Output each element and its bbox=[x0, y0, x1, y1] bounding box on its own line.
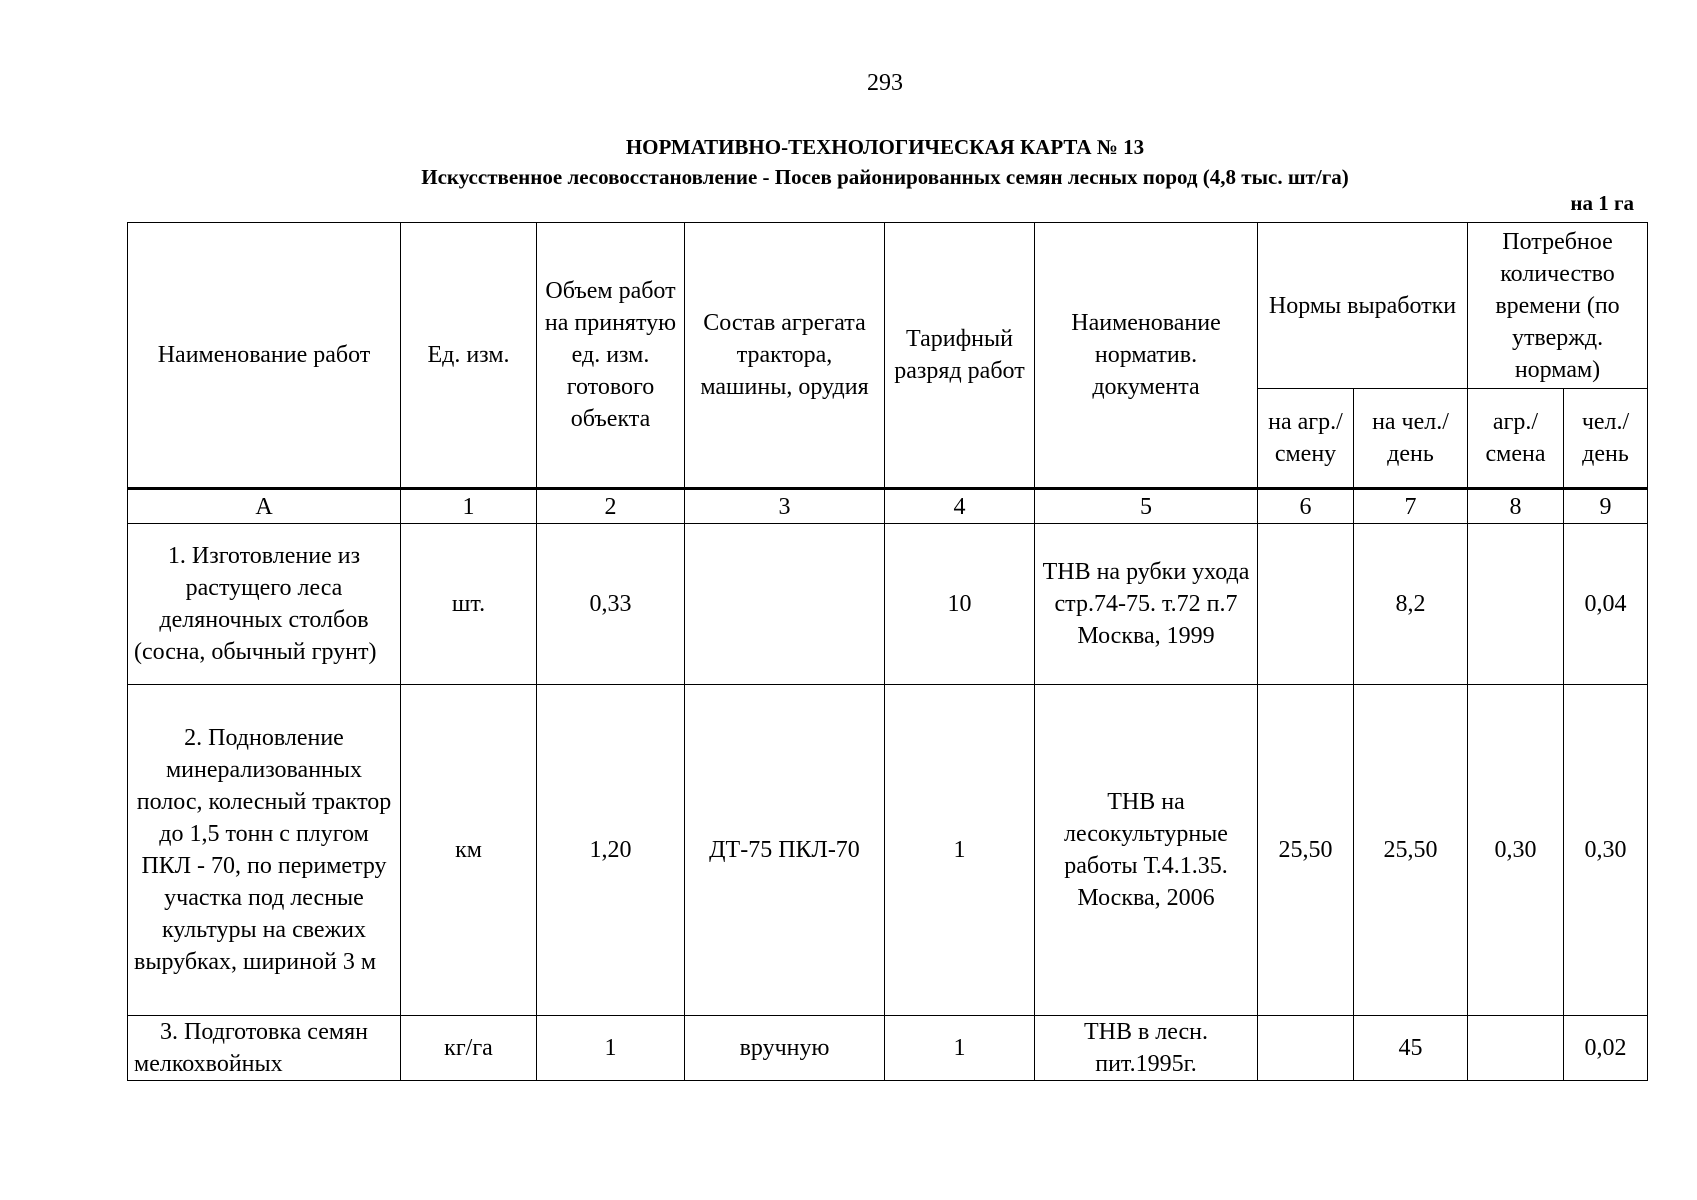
cell-norm-agr bbox=[1258, 524, 1354, 685]
header-time: Потребное количество времени (по утвержд. нормам) bbox=[1468, 223, 1648, 389]
cell-tariff: 10 bbox=[885, 524, 1035, 685]
column-index: 4 bbox=[885, 489, 1035, 524]
cell-composition bbox=[685, 524, 885, 685]
table-row bbox=[128, 685, 1648, 1016]
header-volume: Объем работ на принятую ед. изм. готового объекта bbox=[537, 223, 685, 489]
header-work-name: Наименование работ bbox=[128, 223, 401, 489]
cell-tariff: 1 bbox=[885, 1016, 1035, 1081]
column-index: 1 bbox=[401, 489, 537, 524]
column-index: 2 bbox=[537, 489, 685, 524]
page-number: 293 bbox=[867, 70, 903, 96]
cell-time-person: 0,02 bbox=[1564, 1016, 1648, 1081]
column-index: 5 bbox=[1035, 489, 1258, 524]
table-row bbox=[128, 1016, 1648, 1081]
cell-time-agr bbox=[1468, 524, 1564, 685]
header-unit: Ед. изм. bbox=[401, 223, 537, 489]
cell-tariff: 1 bbox=[885, 685, 1035, 1016]
cell-document: ТНВ в лесн. пит.1995г. bbox=[1035, 1016, 1258, 1081]
header-tariff: Тарифный разряд работ bbox=[885, 223, 1035, 489]
cell-norm-person: 45 bbox=[1354, 1016, 1468, 1081]
column-index: 7 bbox=[1354, 489, 1468, 524]
column-index: А bbox=[128, 489, 401, 524]
cell-volume: 1,20 bbox=[537, 685, 685, 1016]
cell-norm-agr: 25,50 bbox=[1258, 685, 1354, 1016]
cell-time-agr bbox=[1468, 1016, 1564, 1081]
cell-volume: 1 bbox=[537, 1016, 685, 1081]
column-index: 3 bbox=[685, 489, 885, 524]
header-norms-agr: на агр./ смену bbox=[1258, 389, 1354, 489]
cell-document: ТНВ на рубки ухода стр.74-75. т.72 п.7 Москва, 1999 bbox=[1035, 524, 1258, 685]
cell-time-person: 0,30 bbox=[1564, 685, 1648, 1016]
cell-time-agr: 0,30 bbox=[1468, 685, 1564, 1016]
column-index: 6 bbox=[1258, 489, 1354, 524]
cell-unit: шт. bbox=[401, 524, 537, 685]
header-document: Наименование норматив. документа bbox=[1035, 223, 1258, 489]
document-title: НОРМАТИВНО-ТЕХНОЛОГИЧЕСКАЯ КАРТА № 13 bbox=[625, 135, 1145, 159]
cell-unit: км bbox=[401, 685, 537, 1016]
cell-work-name: 1. Изготовление из растущего леса деляночных столбов (сосна, обычный грунт) bbox=[128, 524, 401, 685]
header-composition: Состав агрегата трактора, машины, орудия bbox=[685, 223, 885, 489]
header-norms: Нормы выработки bbox=[1258, 223, 1468, 389]
cell-norm-agr bbox=[1258, 1016, 1354, 1081]
cell-volume: 0,33 bbox=[537, 524, 685, 685]
cell-norm-person: 25,50 bbox=[1354, 685, 1468, 1016]
cell-norm-person: 8,2 bbox=[1354, 524, 1468, 685]
cell-composition: вручную bbox=[685, 1016, 885, 1081]
cell-work-name: 2. Подновление минерализованных полос, колесный трактор до 1,5 тонн с плугом ПКЛ - 70, по периметру участка под лесные культуры на свежих вырубках, шириной 3 м bbox=[128, 685, 401, 1016]
column-index: 9 bbox=[1564, 489, 1648, 524]
cell-work-name: 3. Подготовка семян мелкохвойных bbox=[128, 1016, 401, 1081]
header-time-agr: агр./ смена bbox=[1468, 389, 1564, 489]
unit-note: на 1 га bbox=[1570, 191, 1634, 215]
cell-time-person: 0,04 bbox=[1564, 524, 1648, 685]
column-index-row bbox=[128, 489, 1648, 524]
column-index: 8 bbox=[1468, 489, 1564, 524]
cell-document: ТНВ на лесокультурные работы Т.4.1.35. Москва, 2006 bbox=[1035, 685, 1258, 1016]
norms-table bbox=[127, 222, 1648, 1081]
header-norms-person: на чел./ день bbox=[1354, 389, 1468, 489]
table-header-row bbox=[128, 223, 1648, 389]
cell-unit: кг/га bbox=[401, 1016, 537, 1081]
cell-composition: ДТ-75 ПКЛ-70 bbox=[685, 685, 885, 1016]
document-subtitle: Искусственное лесовосстановление - Посев районированных семян лесных пород (4,8 тыс. шт/га) bbox=[421, 165, 1349, 189]
table-row bbox=[128, 524, 1648, 685]
header-time-person: чел./ день bbox=[1564, 389, 1648, 489]
